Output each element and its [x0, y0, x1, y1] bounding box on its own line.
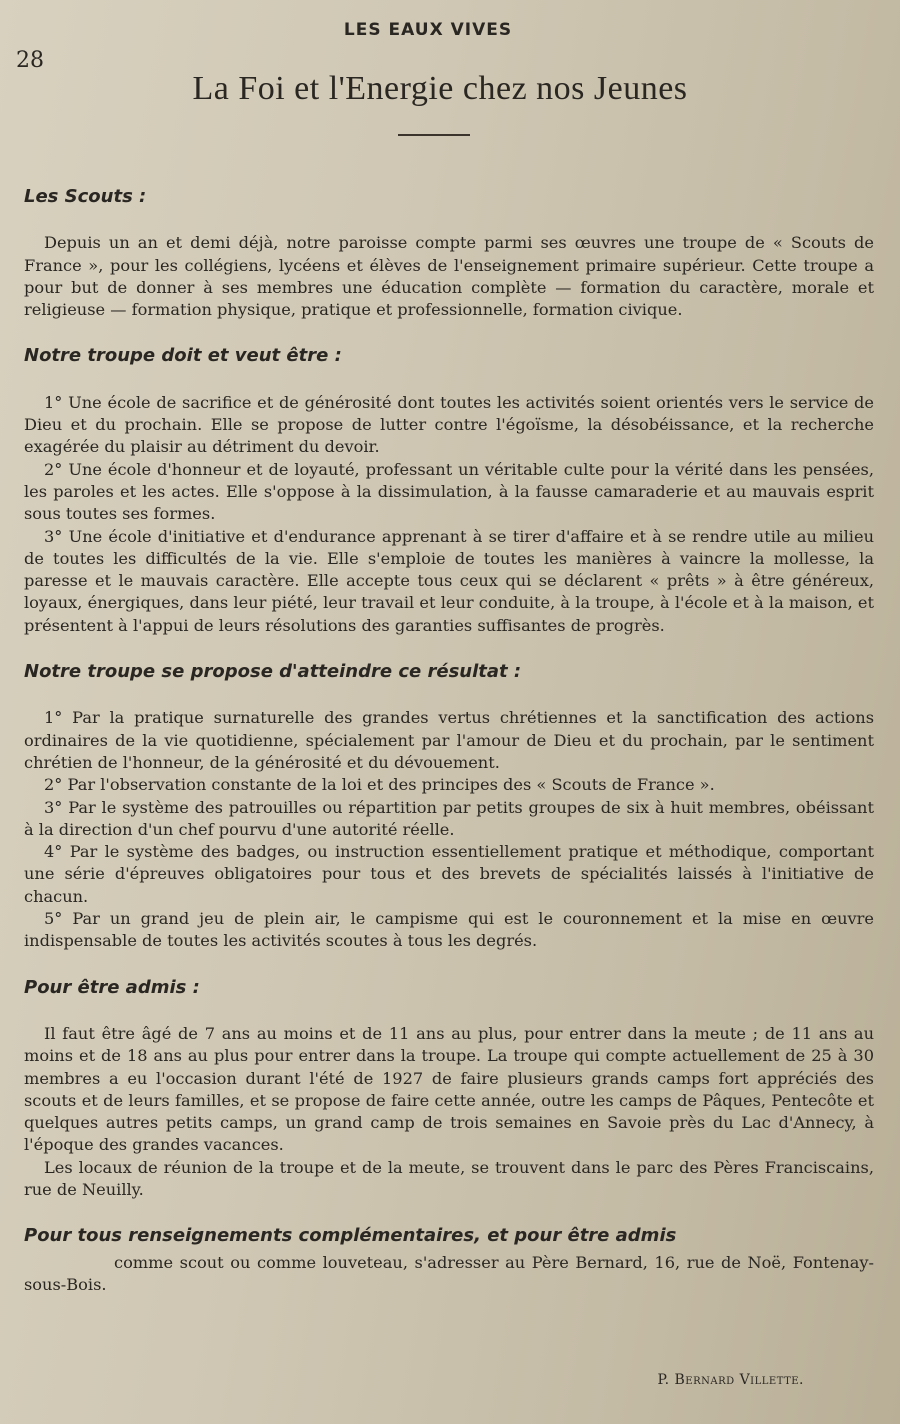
- section-heading: Pour tous renseignements complémentaires, et pour être admis: [24, 1225, 677, 1247]
- section-scouts: [24, 186, 874, 321]
- paragraph: 2° Une école d'honneur et de loyauté, professant un véritable culte pour la vérité dans les pensées, les paroles et les actes. Elle s'oppose à la dissimulation, à la fausse camaraderie et au mauvais esprit sous toutes ses formes.: [24, 459, 874, 524]
- paragraph: Depuis un an et demi déjà, notre paroisse compte parmi ses œuvres une troupe de « Scouts de France », pour les collégiens, lycéens et élèves de l'enseignement primaire supérieur. Cette troupe a pour but de donner à ses membres une éducation complète — formation du caractère, morale et religieuse — formation physique, pratique et professionnelle, formation civique.: [24, 233, 874, 320]
- section-heading: Notre troupe se propose d'atteindre ce résultat :: [24, 661, 522, 683]
- section-admission: [24, 977, 874, 1202]
- paragraph: 4° Par le système des badges, ou instruction essentiellement pratique et méthodique, comportant une série d'épreuves obligatoires pour tous et des brevets de spécialités laissés à l'initiative de chacun.: [24, 842, 874, 906]
- section-resultat: [24, 661, 874, 953]
- paragraph: Il faut être âgé de 7 ans au moins et de 11 ans au plus, pour entrer dans la meute ; de 11 ans au moins et de 18 ans au plus pour entrer dans la troupe. La troupe qui compte actuellement de 25 à 30 membres a eu l'occasion durant l'été de 1927 de faire plusieurs grands camps fort appréciés des scouts et de leurs familles, et se propose de faire cette année, outre les camps de Pâques, Pentecôte et quelques autres petits camps, un grand camp de trois semaines en Savoie près du Lac d'Annecy, à l'époque des grandes vacances.: [24, 1023, 874, 1155]
- article-body: [24, 186, 874, 1320]
- running-head: LES EAUX VIVES: [343, 20, 513, 40]
- article-title: La Foi et l'Energie chez nos Jeunes: [192, 70, 688, 107]
- paragraph: 3° Par le système des patrouilles ou répartition par petits groupes de six à huit membres, obéissant à la direction d'un chef pourvu d'une autorité réelle.: [24, 797, 874, 839]
- paragraph: 5° Par un grand jeu de plein air, le campisme qui est le couronnement et la mise en œuvre indispensable de toutes les activités scoutes à tous les degrés.: [24, 909, 874, 951]
- page-number: 28: [16, 48, 44, 73]
- paragraph: Les locaux de réunion de la troupe et de la meute, se trouvent dans le parc des Pères Franciscains, rue de Neuilly.: [24, 1157, 874, 1199]
- paragraph: 1° Par la pratique surnaturelle des grandes vertus chrétiennes et la sanctification des actions ordinaires de la vie quotidienne, spécialement par l'amour de Dieu et du prochain, par le sentiment chrétien de l'honneur, de la générosité et du dévouement.: [24, 708, 874, 772]
- section-renseignements: [24, 1225, 874, 1296]
- section-heading: Pour être admis :: [24, 976, 200, 998]
- paragraph: comme scout ou comme louveteau, s'adresser au Père Bernard, 16, rue de Noë, Fontenay-sous-Bois.: [24, 1252, 874, 1294]
- section-heading: Les Scouts :: [24, 186, 147, 207]
- section-troupe-doit: [24, 345, 874, 637]
- paragraph: 1° Une école de sacrifice et de générosité dont toutes les activités soient orientés vers le service de Dieu et du prochain. Elle se propose de lutter contre l'égoïsme, la désobéissance, et la recherche exagérée du plaisir au détriment du devoir.: [24, 392, 874, 457]
- paragraph: 2° Par l'observation constante de la loi et des principes des « Scouts de France ».: [44, 775, 715, 795]
- paragraph: 3° Une école d'initiative et d'endurance apprenant à se tirer d'affaire et à se rendre utile au milieu de toutes les difficultés de la vie. Elle s'emploie de toutes les manières à vaincre la mollesse, la paresse et le mauvais caractère. Elle accepte tous ceux qui se déclarent « prêts » à être généreux, loyaux, énergiques, dans leur piété, leur travail et leur conduite, à la troupe, à l'école et à la maison, et présentent à l'appui de leurs résolutions des garanties suffisantes de progrès.: [24, 526, 874, 635]
- author-signature: P. Bernard Villette.: [657, 1372, 804, 1388]
- section-heading: Notre troupe doit et veut être :: [24, 345, 342, 367]
- title-divider: [398, 134, 470, 136]
